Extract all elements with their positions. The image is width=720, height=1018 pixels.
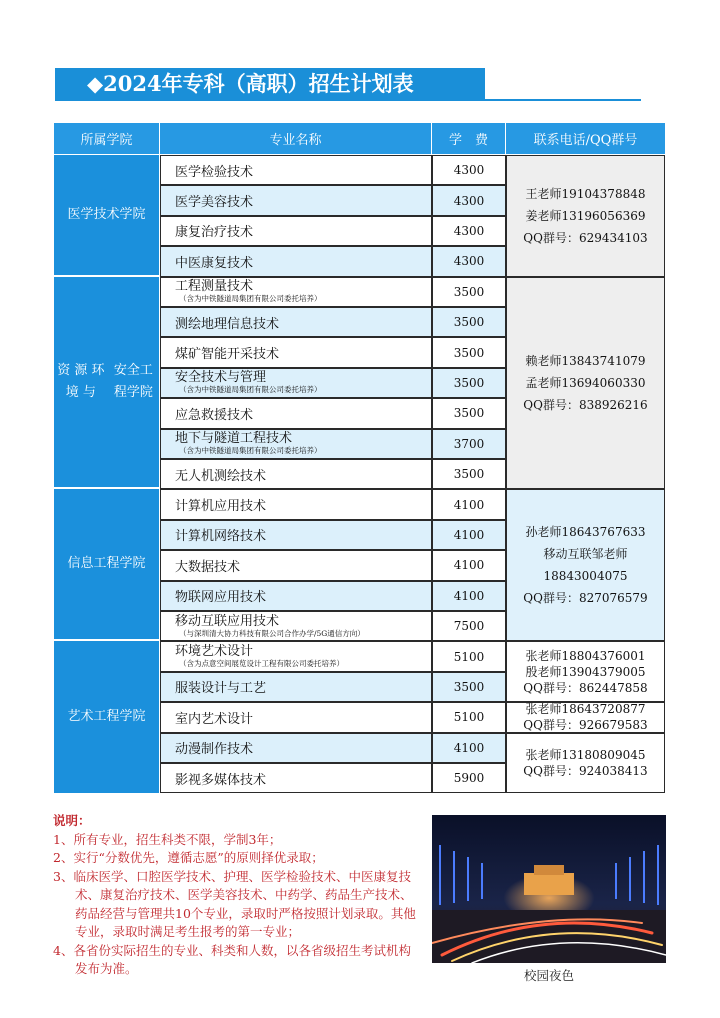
campus-night-photo bbox=[432, 815, 666, 963]
major-name: 无人机测绘技术 bbox=[175, 468, 267, 484]
contact-info bbox=[506, 702, 665, 732]
major-name: 大数据技术 bbox=[175, 559, 241, 575]
major-note: （含为中铁隧道局集团有限公司委托培养） bbox=[179, 294, 322, 304]
contact-line: QQ群号：827076579 bbox=[523, 591, 648, 606]
major-name: 安全技术与管理 bbox=[175, 370, 267, 386]
major-name: 工程测量技术 bbox=[175, 279, 254, 295]
tuition-fee: 4100 bbox=[432, 550, 506, 580]
tuition-fee: 5100 bbox=[432, 702, 506, 732]
tuition-fee: 3500 bbox=[432, 307, 506, 337]
contact-line: 孙老师18643767633 bbox=[525, 525, 646, 540]
table-row-major bbox=[160, 520, 432, 550]
note-item: 4、各省份实际招生的专业、科类和人数，以各省级招生考试机构发布为准。 bbox=[53, 942, 411, 976]
college-cell bbox=[54, 489, 159, 639]
college-cell bbox=[54, 277, 159, 488]
major-name: 室内艺术设计 bbox=[175, 711, 254, 727]
tuition-fee: 3500 bbox=[432, 368, 506, 398]
college-cell bbox=[54, 641, 159, 793]
major-name: 移动互联应用技术 bbox=[175, 613, 280, 629]
table-row-major bbox=[160, 702, 432, 732]
tuition-fee: 4100 bbox=[432, 581, 506, 611]
contact-info bbox=[506, 489, 665, 641]
page-title: ◆2024年专科（高职）招生计划表 bbox=[55, 68, 485, 100]
major-note: （含为中铁隧道局集团有限公司委托培养） bbox=[179, 446, 322, 456]
contact-line: QQ群号：862447858 bbox=[523, 680, 648, 695]
tuition-fee: 3500 bbox=[432, 459, 506, 489]
tuition-fee: 4100 bbox=[432, 520, 506, 550]
tuition-fee: 3500 bbox=[432, 337, 506, 367]
title-underline bbox=[55, 99, 641, 101]
major-name: 测绘地理信息技术 bbox=[175, 316, 280, 332]
table-row-major bbox=[160, 641, 432, 671]
contact-line: 赖老师13843741079 bbox=[525, 353, 646, 368]
major-name: 医学检验技术 bbox=[175, 164, 254, 180]
major-name: 煤矿智能开采技术 bbox=[175, 347, 280, 363]
contact-line: QQ群号：926679583 bbox=[523, 718, 648, 733]
header-major: 专业名称 bbox=[160, 123, 431, 154]
contact-line: 姜老师13196056369 bbox=[525, 208, 646, 223]
contact-info bbox=[506, 277, 665, 490]
note-item: 2、实行“分数优先，遵循志愿”的原则择优录取； bbox=[53, 850, 324, 865]
table-row-major bbox=[160, 429, 432, 459]
major-name: 医学美容技术 bbox=[175, 195, 254, 211]
table-row-major bbox=[160, 277, 432, 307]
tuition-fee: 5100 bbox=[432, 641, 506, 671]
table-row-major bbox=[160, 368, 432, 398]
college-name: 信息工程学院 bbox=[67, 556, 146, 572]
note-item: 1、所有专业，招生科类不限，学制3年； bbox=[53, 831, 282, 847]
contact-line: 张老师18804376001 bbox=[525, 648, 646, 663]
campus-night-image bbox=[432, 815, 666, 963]
contact-line: QQ群号：629434103 bbox=[523, 230, 648, 245]
contact-info bbox=[506, 155, 665, 277]
college-name: 安全工程学院 bbox=[113, 362, 153, 400]
major-name: 动漫制作技术 bbox=[175, 742, 254, 758]
photo-caption: 校园夜色 bbox=[523, 968, 574, 983]
major-name: 地下与隧道工程技术 bbox=[175, 431, 293, 447]
contact-line: QQ群号：924038413 bbox=[523, 763, 648, 778]
contact-line: 王老师19104378848 bbox=[525, 186, 646, 201]
college-name: 艺术工程学院 bbox=[67, 709, 146, 725]
contact-line: 殷老师13904379005 bbox=[525, 664, 646, 679]
major-name: 服装设计与工艺 bbox=[175, 681, 267, 697]
header-fee: 学 费 bbox=[432, 123, 505, 154]
tuition-fee: 4100 bbox=[432, 489, 506, 519]
major-note: （含为点意空间展览设计工程有限公司委托培养） bbox=[179, 659, 344, 669]
major-name: 应急救援技术 bbox=[175, 407, 254, 423]
note-item: 3、临床医学、口腔医学技术、护理、医学检验技术、中医康复技术、康复治疗技术、医学美容技术、中药学、药品生产技术、药品经营与管理共10个专业，录取时严格按照计划录取。其他专业，录取时满足考生报考的第一专业； bbox=[53, 868, 416, 939]
header-contact: 联系电话/QQ群号 bbox=[506, 123, 665, 154]
table-row-major bbox=[160, 216, 432, 246]
college-cell bbox=[54, 155, 159, 275]
tuition-fee: 4100 bbox=[432, 733, 506, 763]
tuition-fee: 5900 bbox=[432, 763, 506, 793]
notes-heading: 说明： bbox=[53, 813, 91, 828]
contact-line: QQ群号：838926216 bbox=[523, 397, 648, 412]
table-row-major bbox=[160, 611, 432, 641]
table-row-major bbox=[160, 337, 432, 367]
contact-info bbox=[506, 641, 665, 702]
contact-line: 孟老师13694060330 bbox=[525, 375, 646, 390]
table-row-major bbox=[160, 489, 432, 519]
table-row-major bbox=[160, 398, 432, 428]
contact-info bbox=[506, 733, 665, 794]
contact-line: 移动互联邹老师18843004075 bbox=[543, 547, 628, 584]
tuition-fee: 4300 bbox=[432, 246, 506, 276]
table-row-major bbox=[160, 550, 432, 580]
table-row-major bbox=[160, 246, 432, 276]
tuition-fee: 4300 bbox=[432, 155, 506, 185]
major-name: 环境艺术设计 bbox=[175, 644, 254, 660]
tuition-fee: 4300 bbox=[432, 216, 506, 246]
major-name: 中医康复技术 bbox=[175, 255, 254, 271]
table-row-major bbox=[160, 185, 432, 215]
contact-line: 张老师13180809045 bbox=[525, 747, 646, 762]
major-name: 物联网应用技术 bbox=[175, 590, 267, 606]
major-name: 影视多媒体技术 bbox=[175, 772, 267, 788]
table-row-major bbox=[160, 459, 432, 489]
table-row-major bbox=[160, 581, 432, 611]
college-name: 医学技术学院 bbox=[67, 206, 146, 222]
tuition-fee: 4300 bbox=[432, 185, 506, 215]
major-name: 计算机网络技术 bbox=[175, 529, 267, 545]
tuition-fee: 3500 bbox=[432, 672, 506, 702]
major-name: 康复治疗技术 bbox=[175, 225, 254, 241]
tuition-fee: 3500 bbox=[432, 398, 506, 428]
table-row-major bbox=[160, 155, 432, 185]
tuition-fee: 3500 bbox=[432, 277, 506, 307]
major-name: 计算机应用技术 bbox=[175, 499, 267, 515]
major-note: （与深圳清大协力科技有限公司合作办学/5G通信方向） bbox=[179, 628, 365, 638]
college-name: 资 源 环 境 与 bbox=[57, 362, 105, 400]
table-row-major bbox=[160, 763, 432, 793]
table-row-major bbox=[160, 672, 432, 702]
header-college: 所属学院 bbox=[54, 123, 159, 154]
notes bbox=[53, 812, 423, 979]
table-row-major bbox=[160, 307, 432, 337]
major-note: （含为中铁隧道局集团有限公司委托培养） bbox=[179, 385, 322, 395]
tuition-fee: 7500 bbox=[432, 611, 506, 641]
contact-line: 张老师18643720877 bbox=[525, 702, 646, 717]
table-row-major bbox=[160, 733, 432, 763]
tuition-fee: 3700 bbox=[432, 429, 506, 459]
